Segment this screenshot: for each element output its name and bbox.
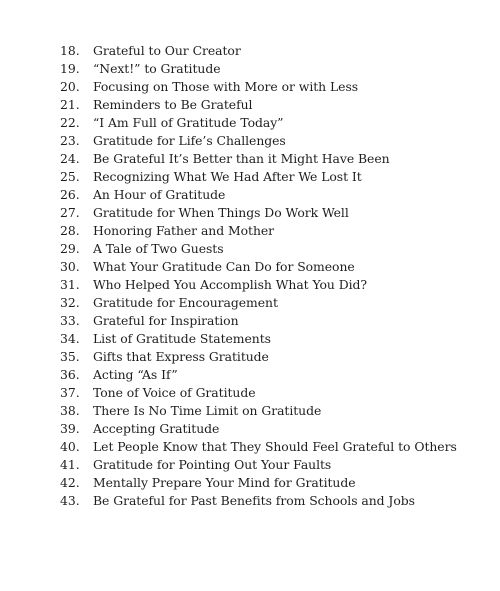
toc-entry-number: 33. — [60, 313, 80, 328]
toc-entry-number: 28. — [60, 223, 80, 238]
toc-entry-number: 29. — [60, 241, 80, 256]
toc-entry-title: Focusing on Those with More or with Less — [93, 79, 359, 94]
toc-entry-title: Grateful for Inspiration — [93, 313, 239, 328]
toc-entry-number: 42. — [60, 475, 80, 490]
toc-entry — [60, 456, 490, 474]
toc-entry-title: Acting “As If” — [93, 367, 178, 382]
toc-entry-title: “Next!” to Gratitude — [93, 61, 221, 76]
toc-entry-title: Let People Know that They Should Feel Grateful to Others — [93, 439, 457, 454]
toc-entry-number: 37. — [60, 385, 80, 400]
toc-entry-number: 18. — [60, 43, 80, 58]
toc-entry — [60, 438, 490, 456]
toc-entry-number: 21. — [60, 97, 80, 112]
toc-entry — [60, 420, 490, 438]
toc-entry-title: There Is No Time Limit on Gratitude — [93, 403, 322, 418]
toc-entry — [60, 150, 490, 168]
toc-entry-title: Mentally Prepare Your Mind for Gratitude — [93, 475, 356, 490]
toc-entry-title: A Tale of Two Guests — [93, 241, 224, 256]
table-of-contents — [60, 42, 490, 510]
toc-entry-number: 27. — [60, 205, 80, 220]
toc-entry-number: 41. — [60, 457, 80, 472]
toc-entry — [60, 60, 490, 78]
toc-entry — [60, 384, 490, 402]
toc-entry-number: 26. — [60, 187, 80, 202]
toc-entry-title: What Your Gratitude Can Do for Someone — [93, 259, 355, 274]
toc-entry — [60, 492, 490, 510]
toc-entry-number: 24. — [60, 151, 80, 166]
toc-entry-title: Gratitude for When Things Do Work Well — [93, 205, 349, 220]
toc-entry-number: 19. — [60, 61, 80, 76]
toc-entry — [60, 312, 490, 330]
toc-entry-title: Gratitude for Life’s Challenges — [93, 133, 286, 148]
toc-entry-number: 39. — [60, 421, 80, 436]
toc-entry-title: Be Grateful It’s Better than it Might Have Been — [93, 151, 390, 166]
toc-entry-number: 34. — [60, 331, 80, 346]
toc-entry — [60, 294, 490, 312]
toc-entry-title: An Hour of Gratitude — [93, 187, 226, 202]
toc-entry — [60, 366, 490, 384]
toc-entry-number: 23. — [60, 133, 80, 148]
toc-entry-title: Recognizing What We Had After We Lost It — [93, 169, 362, 184]
toc-entry — [60, 258, 490, 276]
toc-entry — [60, 204, 490, 222]
toc-entry-number: 43. — [60, 493, 80, 508]
toc-entry — [60, 42, 490, 60]
toc-entry — [60, 78, 490, 96]
toc-entry-title: Tone of Voice of Gratitude — [93, 385, 256, 400]
toc-entry-number: 38. — [60, 403, 80, 418]
toc-entry — [60, 96, 490, 114]
toc-entry-number: 31. — [60, 277, 80, 292]
toc-entry-number: 35. — [60, 349, 80, 364]
toc-entry-title: Gratitude for Encouragement — [93, 295, 278, 310]
toc-entry-number: 25. — [60, 169, 80, 184]
toc-entry — [60, 114, 490, 132]
toc-entry — [60, 132, 490, 150]
toc-entry-title: “I Am Full of Gratitude Today” — [93, 115, 284, 130]
toc-entry-number: 20. — [60, 79, 80, 94]
toc-entry-title: Be Grateful for Past Benefits from Schools and Jobs — [93, 493, 415, 508]
toc-entry — [60, 330, 490, 348]
toc-entry-title: Reminders to Be Grateful — [93, 97, 253, 112]
toc-entry-title: Gratitude for Pointing Out Your Faults — [93, 457, 332, 472]
toc-entry-title: Who Helped You Accomplish What You Did? — [93, 277, 368, 292]
toc-entry-number: 40. — [60, 439, 80, 454]
toc-entry-number: 30. — [60, 259, 80, 274]
toc-entry — [60, 276, 490, 294]
toc-entry — [60, 222, 490, 240]
toc-entry — [60, 474, 490, 492]
toc-entry-title: Accepting Gratitude — [93, 421, 220, 436]
toc-entry — [60, 168, 490, 186]
toc-entry-number: 22. — [60, 115, 80, 130]
toc-entry — [60, 186, 490, 204]
toc-entry-number: 36. — [60, 367, 80, 382]
toc-entry — [60, 402, 490, 420]
toc-entry-number: 32. — [60, 295, 80, 310]
toc-entry-title: List of Gratitude Statements — [93, 331, 271, 346]
toc-entry — [60, 348, 490, 366]
toc-entry — [60, 240, 490, 258]
toc-entry-title: Honoring Father and Mother — [93, 223, 275, 238]
toc-entry-title: Grateful to Our Creator — [93, 43, 241, 58]
toc-entry-title: Gifts that Express Gratitude — [93, 349, 269, 364]
